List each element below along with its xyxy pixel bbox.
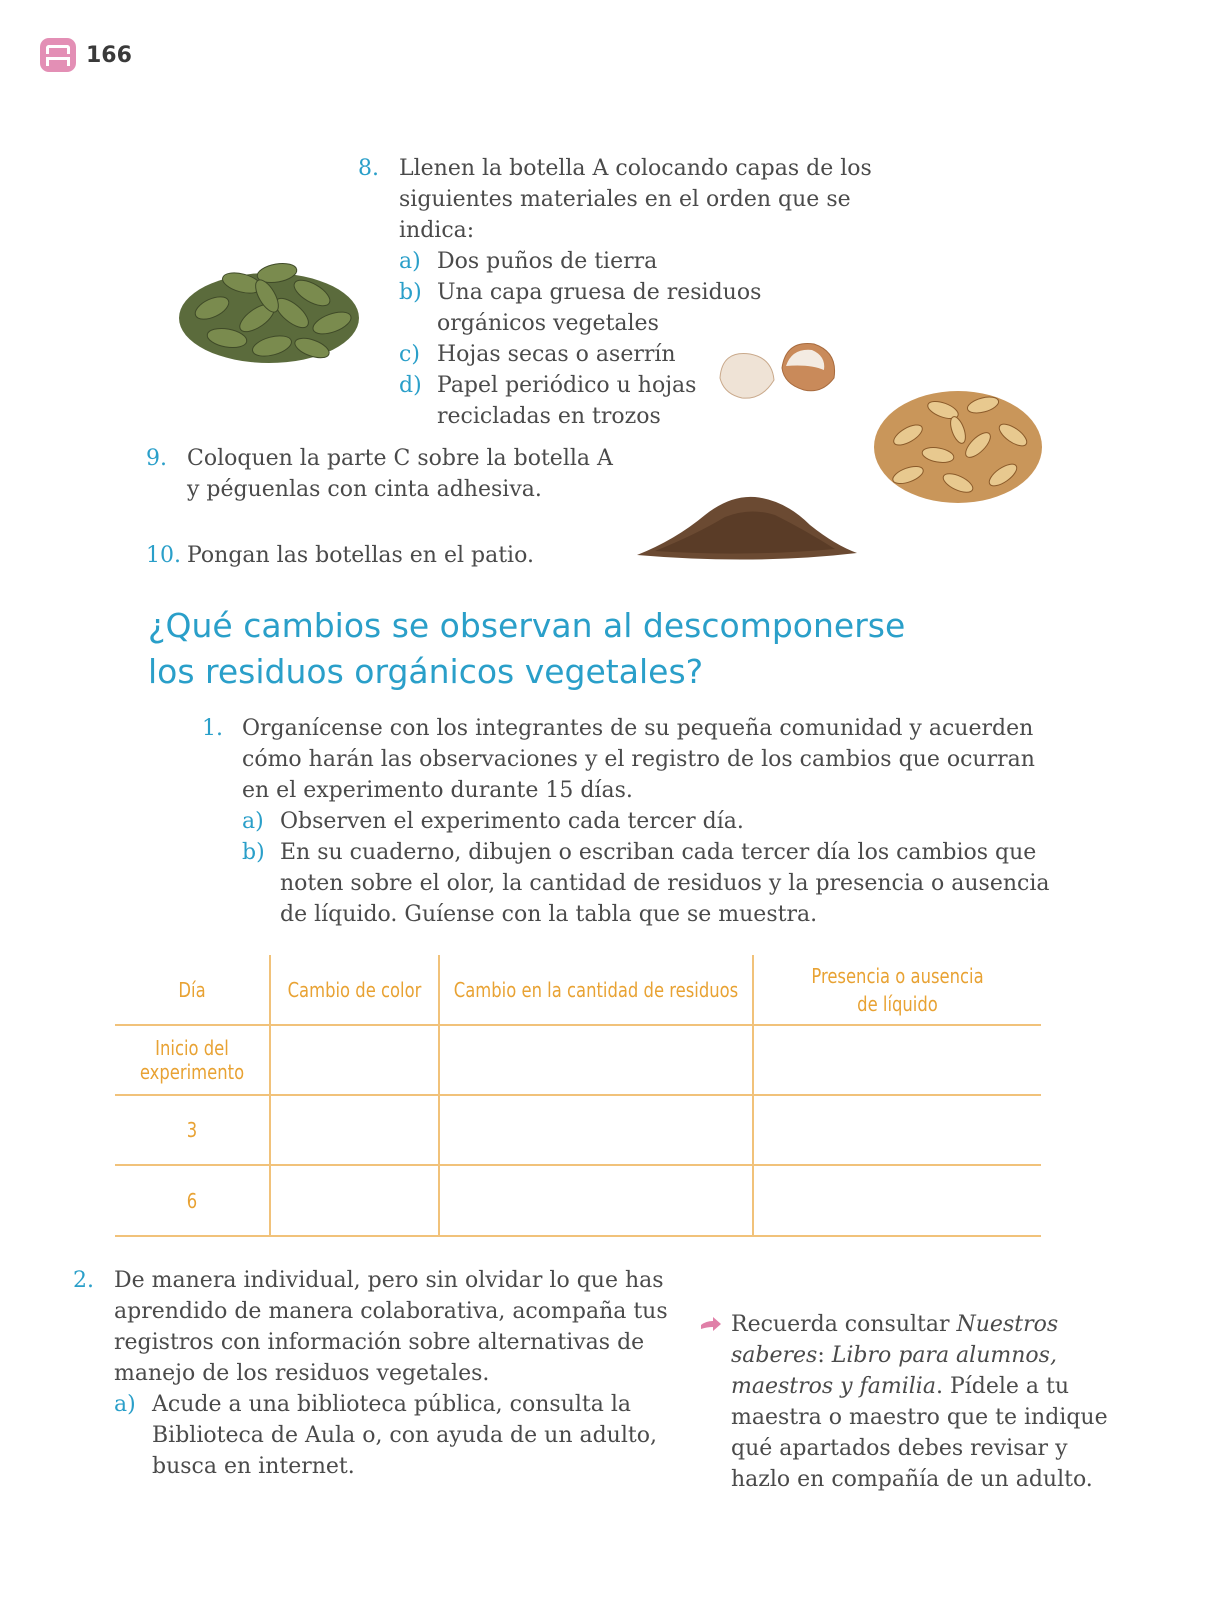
note-book-title: saberes xyxy=(731,1343,818,1368)
table-row-day xyxy=(129,1166,255,1235)
activity-1-line: cómo harán las observaciones y el registro de los cambios que ocurran xyxy=(242,747,1035,772)
header-color-change: Cambio de color xyxy=(287,977,422,1002)
header-liquid xyxy=(780,955,1015,1024)
item-letter: a) xyxy=(242,809,264,834)
item-line: noten sobre el olor, la cantidad de residuos y la presencia o ausencia xyxy=(280,871,1050,896)
table-divider xyxy=(752,955,754,1237)
activity-1-number: 1. xyxy=(202,716,223,741)
item-letter: a) xyxy=(399,249,421,274)
activity-2-number: 2. xyxy=(73,1268,94,1293)
step-8-number: 8. xyxy=(358,156,379,181)
day-label-line: experimento xyxy=(139,1060,245,1084)
item-letter: b) xyxy=(399,280,422,305)
activity-2 xyxy=(73,1265,673,1482)
book-section-icon xyxy=(40,38,76,72)
day-label-line: 6 xyxy=(186,1188,198,1213)
note-text: qué apartados debes revisar y xyxy=(731,1436,1068,1461)
section-heading xyxy=(148,603,948,695)
page-number: 166 xyxy=(86,42,132,68)
item-line: orgánicos vegetales xyxy=(437,311,659,336)
step-9 xyxy=(146,443,616,505)
table-divider xyxy=(438,955,440,1237)
note-text: . Pídele a tu xyxy=(935,1374,1070,1399)
activity-2-line: manejo de los residuos vegetales. xyxy=(114,1361,490,1386)
item-line: busca en internet. xyxy=(152,1454,355,1479)
activity-1-line: Organícense con los integrantes de su pequeña comunidad y acuerden xyxy=(242,716,1034,741)
note-book-title: Nuestros xyxy=(956,1312,1059,1337)
table-row-day xyxy=(129,1026,255,1094)
table-row-day xyxy=(129,1096,255,1164)
item-letter: c) xyxy=(399,342,420,367)
step-8 xyxy=(358,153,878,432)
step-8-line: indica: xyxy=(399,218,475,243)
note-text: maestra o maestro que te indique xyxy=(731,1405,1108,1430)
arrow-right-icon xyxy=(700,1316,722,1332)
step-8-item-d xyxy=(399,370,872,432)
item-line: Papel periódico u hojas xyxy=(437,373,697,398)
note-text: : xyxy=(817,1343,832,1368)
activity-2-item-a xyxy=(114,1389,668,1482)
item-line: Observen el experimento cada tercer día. xyxy=(280,809,744,834)
activity-2-line: De manera individual, pero sin olvidar lo que has xyxy=(114,1268,664,1293)
activity-2-line: aprendido de manera colaborativa, acompaña tus xyxy=(114,1299,668,1324)
header-day: Día xyxy=(178,977,206,1002)
item-letter: a) xyxy=(114,1392,136,1417)
step-8-item-b xyxy=(399,277,872,339)
observation-table xyxy=(115,955,1041,1238)
item-letter: b) xyxy=(242,840,265,865)
step-8-item-c xyxy=(399,339,872,370)
activity-1-line: en el experimento durante 15 días. xyxy=(242,778,633,803)
header-liquid-line: Presencia o ausencia xyxy=(811,963,984,988)
reminder-note xyxy=(731,1309,1111,1495)
activity-1-item-a xyxy=(242,806,1050,837)
dry-leaves-image xyxy=(868,375,1048,510)
note-text: Recuerda consultar xyxy=(731,1312,957,1337)
activity-1-item-b xyxy=(242,837,1050,930)
table-divider xyxy=(115,1235,1041,1237)
item-line: Biblioteca de Aula o, con ayuda de un adulto, xyxy=(152,1423,657,1448)
item-line: Acude a una biblioteca pública, consulta la xyxy=(152,1392,632,1417)
step-10-number: 10. xyxy=(146,543,181,568)
item-letter: d) xyxy=(399,373,422,398)
step-9-line: Coloquen la parte C sobre la botella A xyxy=(187,446,613,471)
heading-line: ¿Qué cambios se observan al descomponerse xyxy=(148,606,906,645)
soil-pile-image xyxy=(635,485,860,565)
step-10 xyxy=(146,540,616,571)
note-book-title: maestros y familia xyxy=(731,1374,936,1399)
green-leaves-image xyxy=(172,238,367,373)
activity-2-line: registros con información sobre alternativas de xyxy=(114,1330,645,1355)
note-book-title: Libro para alumnos, xyxy=(831,1343,1057,1368)
step-9-line: y péguenlas con cinta adhesiva. xyxy=(187,477,542,502)
day-label-line: 3 xyxy=(186,1118,198,1142)
heading-line: los residuos orgánicos vegetales? xyxy=(148,652,704,691)
item-line: Dos puños de tierra xyxy=(437,249,658,274)
activity-1 xyxy=(202,713,1062,930)
note-text: hazlo en compañía de un adulto. xyxy=(731,1467,1093,1492)
item-line: En su cuaderno, dibujen o escriban cada tercer día los cambios que xyxy=(280,840,1037,865)
page-header xyxy=(40,38,132,72)
step-8-item-a xyxy=(399,246,872,277)
item-line: Una capa gruesa de residuos xyxy=(437,280,762,305)
item-line: recicladas en trozos xyxy=(437,404,661,429)
item-line: de líquido. Guíense con la tabla que se muestra. xyxy=(280,902,818,927)
header-residue-change: Cambio en la cantidad de residuos xyxy=(453,977,739,1002)
step-8-line: Llenen la botella A colocando capas de los xyxy=(399,156,872,181)
step-9-number: 9. xyxy=(146,446,167,471)
item-line: Hojas secas o aserrín xyxy=(437,342,676,367)
step-10-text: Pongan las botellas en el patio. xyxy=(187,543,534,568)
step-8-line: siguientes materiales en el orden que se xyxy=(399,187,851,212)
day-label-line: Inicio del xyxy=(155,1036,229,1060)
header-liquid-line: de líquido xyxy=(857,991,938,1016)
table-divider xyxy=(269,955,271,1237)
